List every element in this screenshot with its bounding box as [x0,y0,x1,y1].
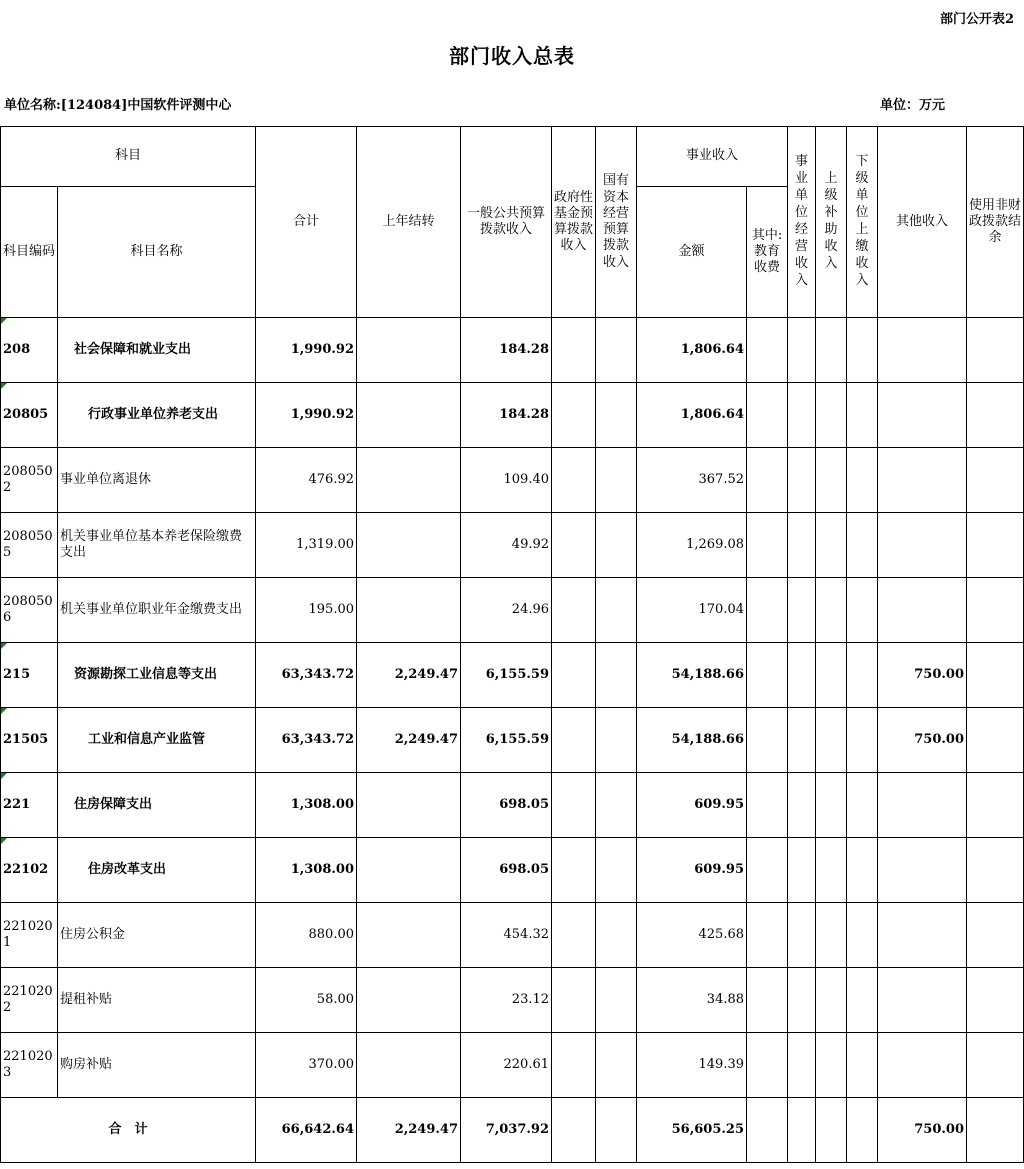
cell-other [878,513,967,578]
cell-operation [788,513,816,578]
cell-edu [747,708,788,773]
table-row [1,773,1024,838]
cell-edu [747,968,788,1033]
cell-state-capital [596,968,637,1033]
cell-lower [847,1033,878,1098]
cell-other [878,578,967,643]
cell-lower [847,513,878,578]
cell-total: 1,319.00 [256,513,357,578]
cell-name: 工业和信息产业监管 [58,708,256,773]
sum-amount: 56,605.25 [637,1098,747,1163]
table-body [1,318,1024,1098]
cell-carry: 2,249.47 [357,643,461,708]
cell-nonfiscal [967,773,1024,838]
lower-unit-income-header: 下级单位上缴收入 [847,127,878,318]
sum-operation [788,1098,816,1163]
table-header [1,127,1024,318]
table-row [1,968,1024,1033]
cell-lower [847,578,878,643]
cell-operation [788,773,816,838]
cell-carry [357,578,461,643]
cell-amount: 425.68 [637,903,747,968]
cell-nonfiscal [967,448,1024,513]
cell-carry [357,968,461,1033]
cell-operation [788,968,816,1033]
sum-nonfiscal [967,1098,1024,1163]
cell-other [878,318,967,383]
cell-nonfiscal [967,318,1024,383]
sum-other: 750.00 [878,1098,967,1163]
cell-subsidy [816,448,847,513]
cell-edu [747,838,788,903]
sum-carry: 2,249.47 [357,1098,461,1163]
cell-subsidy [816,968,847,1033]
subject-code-header: 科目编码 [1,187,58,318]
cell-carry [357,513,461,578]
cell-subsidy [816,318,847,383]
table-row [1,708,1024,773]
cell-carry [357,318,461,383]
cell-name: 资源勘探工业信息等支出 [58,643,256,708]
gov-fund-header: 政府性基金预算拨款收入 [552,127,596,318]
currency-unit-label: 单位：万元 [880,98,946,113]
education-fee-header: 其中:教育收费 [747,187,788,318]
table-row [1,903,1024,968]
cell-name: 住房保障支出 [58,773,256,838]
cell-subsidy [816,903,847,968]
cell-carry [357,448,461,513]
cell-state-capital [596,383,637,448]
cell-general: 6,155.59 [461,643,552,708]
cell-amount: 367.52 [637,448,747,513]
cell-amount: 34.88 [637,968,747,1033]
cell-other [878,903,967,968]
cell-amount: 609.95 [637,838,747,903]
cell-code: 215 [1,643,58,708]
cell-operation [788,838,816,903]
cell-nonfiscal [967,578,1024,643]
cell-lower [847,383,878,448]
cell-code: 2210203 [1,1033,58,1098]
cell-nonfiscal [967,968,1024,1033]
cell-general: 454.32 [461,903,552,968]
sum-label: 合 计 [1,1098,256,1163]
cell-fund [552,1033,596,1098]
cell-total: 370.00 [256,1033,357,1098]
cell-nonfiscal [967,903,1024,968]
cell-other [878,838,967,903]
cell-lower [847,968,878,1033]
table-row [1,448,1024,513]
cell-amount: 1,806.64 [637,383,747,448]
cell-nonfiscal [967,643,1024,708]
cell-edu [747,383,788,448]
cell-carry [357,838,461,903]
cell-total: 63,343.72 [256,643,357,708]
cell-name: 住房公积金 [58,903,256,968]
cell-carry [357,773,461,838]
cell-edu [747,643,788,708]
cell-fund [552,578,596,643]
cell-nonfiscal [967,838,1024,903]
sum-subsidy [816,1098,847,1163]
cell-name: 住房改革支出 [58,838,256,903]
cell-subsidy [816,1033,847,1098]
cell-state-capital [596,903,637,968]
cell-code: 21505 [1,708,58,773]
cell-nonfiscal [967,383,1024,448]
cell-total: 1,308.00 [256,773,357,838]
cell-state-capital [596,578,637,643]
cell-operation [788,643,816,708]
cell-subsidy [816,383,847,448]
cell-general: 698.05 [461,838,552,903]
cell-code: 221 [1,773,58,838]
cell-code: 2210201 [1,903,58,968]
cell-carry: 2,249.47 [357,708,461,773]
cell-edu [747,1033,788,1098]
sum-edu [747,1098,788,1163]
cell-general: 184.28 [461,383,552,448]
cell-lower [847,838,878,903]
cell-state-capital [596,513,637,578]
cell-carry [357,383,461,448]
cell-amount: 54,188.66 [637,708,747,773]
cell-fund [552,773,596,838]
cell-total: 1,308.00 [256,838,357,903]
amount-header: 金额 [637,187,747,318]
cell-lower [847,318,878,383]
cell-fund [552,903,596,968]
cell-general: 24.96 [461,578,552,643]
cell-other [878,383,967,448]
cell-general: 109.40 [461,448,552,513]
cell-code: 208 [1,318,58,383]
cell-code: 2210202 [1,968,58,1033]
operation-income-header: 事业单位经营收入 [788,127,816,318]
cell-operation [788,903,816,968]
cell-lower [847,773,878,838]
table-row [1,838,1024,903]
cell-name: 机关事业单位职业年金缴费支出 [58,578,256,643]
cell-edu [747,578,788,643]
cell-name: 社会保障和就业支出 [58,318,256,383]
cell-fund [552,318,596,383]
sum-total: 66,642.64 [256,1098,357,1163]
cell-amount: 1,806.64 [637,318,747,383]
cell-other [878,968,967,1033]
cell-general: 698.05 [461,773,552,838]
cell-edu [747,773,788,838]
cell-name: 购房补贴 [58,1033,256,1098]
cell-general: 23.12 [461,968,552,1033]
unit-name-label: 单位名称:[124084]中国软件评测中心 [4,98,232,113]
cell-state-capital [596,838,637,903]
cell-subsidy [816,773,847,838]
sum-lower [847,1098,878,1163]
table-row [1,1033,1024,1098]
table-row [1,513,1024,578]
cell-code: 2080506 [1,578,58,643]
cell-other [878,773,967,838]
cell-amount: 54,188.66 [637,643,747,708]
cell-fund [552,513,596,578]
cell-operation [788,448,816,513]
cell-subsidy [816,838,847,903]
cell-lower [847,903,878,968]
cell-operation [788,578,816,643]
cell-amount: 609.95 [637,773,747,838]
cell-amount: 170.04 [637,578,747,643]
cell-operation [788,318,816,383]
subject-header: 科目 [1,127,256,187]
cell-subsidy [816,578,847,643]
cell-total: 476.92 [256,448,357,513]
cell-state-capital [596,1033,637,1098]
sum-state-capital [596,1098,637,1163]
cell-name: 提租补贴 [58,968,256,1033]
cell-lower [847,448,878,513]
cell-subsidy [816,643,847,708]
cell-subsidy [816,513,847,578]
cell-nonfiscal [967,513,1024,578]
cell-edu [747,903,788,968]
carry-over-header: 上年结转 [357,127,461,318]
cell-operation [788,383,816,448]
cell-carry [357,1033,461,1098]
cell-carry [357,903,461,968]
income-table [0,126,1024,1163]
table-row [1,383,1024,448]
cell-edu [747,448,788,513]
sum-row [1,1098,1024,1163]
cell-amount: 149.39 [637,1033,747,1098]
cell-total: 58.00 [256,968,357,1033]
cell-fund [552,383,596,448]
other-income-header: 其他收入 [878,127,967,318]
table-row [1,318,1024,383]
table-footer [1,1098,1024,1163]
cell-operation [788,1033,816,1098]
cell-code: 2080505 [1,513,58,578]
subject-name-header: 科目名称 [58,187,256,318]
cell-fund [552,643,596,708]
cell-fund [552,448,596,513]
cell-general: 220.61 [461,1033,552,1098]
cell-other [878,448,967,513]
cell-fund [552,708,596,773]
cell-total: 195.00 [256,578,357,643]
cell-general: 184.28 [461,318,552,383]
cell-fund [552,838,596,903]
cell-other: 750.00 [878,643,967,708]
non-fiscal-balance-header: 使用非财政拨款结余 [967,127,1024,318]
cell-fund [552,968,596,1033]
table-row [1,578,1024,643]
cell-other: 750.00 [878,708,967,773]
state-capital-header: 国有资本经营预算拨款收入 [596,127,637,318]
cell-edu [747,318,788,383]
cell-total: 63,343.72 [256,708,357,773]
cell-total: 880.00 [256,903,357,968]
cell-name: 事业单位离退休 [58,448,256,513]
cell-lower [847,643,878,708]
cell-name: 行政事业单位养老支出 [58,383,256,448]
cell-name: 机关事业单位基本养老保险缴费支出 [58,513,256,578]
subsidy-income-header: 上级补助收入 [816,127,847,318]
cell-nonfiscal [967,708,1024,773]
cell-state-capital [596,448,637,513]
cell-state-capital [596,708,637,773]
cell-total: 1,990.92 [256,383,357,448]
cell-nonfiscal [967,1033,1024,1098]
cell-other [878,1033,967,1098]
cell-code: 20805 [1,383,58,448]
sum-fund [552,1098,596,1163]
career-income-header: 事业收入 [637,127,788,187]
total-header: 合计 [256,127,357,318]
cell-code: 22102 [1,838,58,903]
cell-lower [847,708,878,773]
cell-amount: 1,269.08 [637,513,747,578]
cell-total: 1,990.92 [256,318,357,383]
cell-state-capital [596,773,637,838]
cell-code: 2080502 [1,448,58,513]
table-row [1,643,1024,708]
general-budget-header: 一般公共预算拨款收入 [461,127,552,318]
cell-state-capital [596,318,637,383]
page-title: 部门收入总表 [449,44,575,68]
cell-state-capital [596,643,637,708]
cell-general: 49.92 [461,513,552,578]
cell-edu [747,513,788,578]
cell-operation [788,708,816,773]
cell-general: 6,155.59 [461,708,552,773]
form-number-label: 部门公开表2 [939,12,1014,27]
cell-subsidy [816,708,847,773]
sum-general: 7,037.92 [461,1098,552,1163]
